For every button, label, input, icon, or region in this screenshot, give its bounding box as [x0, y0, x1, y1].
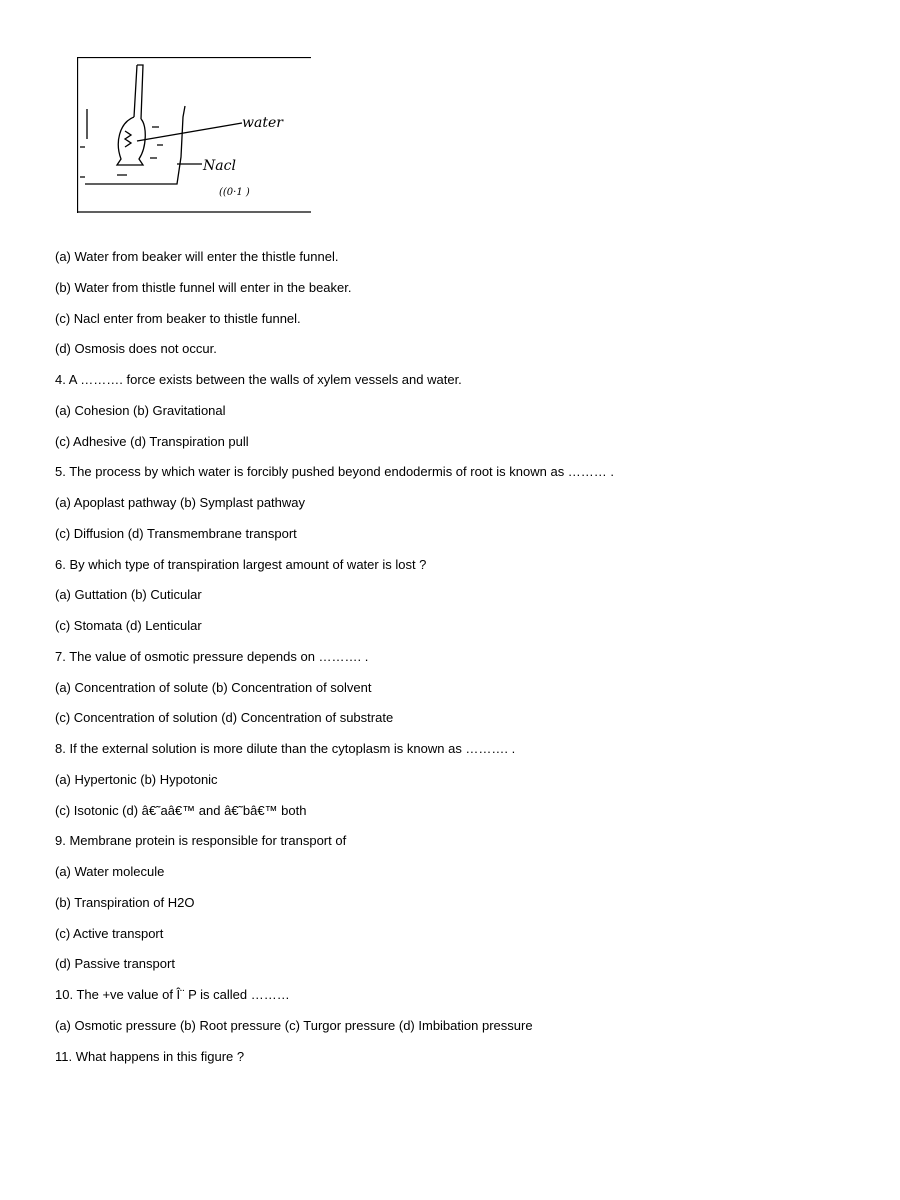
option-line: (a) Hypertonic (b) Hypotonic — [55, 771, 218, 787]
option-line: (d) Passive transport — [55, 956, 175, 972]
question-line: 9. Membrane protein is responsible for transport of — [55, 833, 347, 849]
option-line: (a) Apoplast pathway (b) Symplast pathway — [55, 495, 306, 510]
question-line: 6. By which type of transpiration largest amount of water is lost ? — [55, 556, 427, 572]
option-line: (a) Water from beaker will enter the thistle funnel. — [55, 249, 339, 264]
option-line: (a) Water molecule — [55, 864, 165, 879]
option-line: (c) Isotonic (d) â€˜aâ€™ and â€˜bâ€™ both — [55, 802, 307, 818]
question-line: 4. A ………. force exists between the walls of xylem vessels and water. — [55, 372, 462, 387]
option-line: (c) Adhesive (d) Transpiration pull — [55, 433, 249, 449]
question-line: 8. If the external solution is more dilute than the cytoplasm is known as ………. . — [55, 741, 516, 756]
option-line: (d) Osmosis does not occur. — [55, 341, 217, 357]
option-line: (c) Stomata (d) Lenticular — [55, 618, 202, 633]
thistle-funnel-sketch — [77, 57, 311, 213]
option-line: (c) Concentration of solution (d) Concentration of substrate — [55, 710, 394, 726]
question-line: 7. The value of osmotic pressure depends on ………. . — [55, 648, 369, 664]
option-line: (c) Diffusion (d) Transmembrane transport — [55, 525, 297, 541]
option-line: (c) Nacl enter from beaker to thistle funnel. — [55, 310, 301, 326]
question-line: 5. The process by which water is forcibly pushed beyond endodermis of root is known as ……… . — [55, 464, 615, 480]
question-line: 11. What happens in this figure ? — [55, 1048, 245, 1064]
option-line: (c) Active transport — [55, 925, 164, 941]
nacl-label: Nacl — [203, 158, 236, 174]
option-line: (a) Osmotic pressure (b) Root pressure (c) Turgor pressure (d) Imbibation pressure — [55, 1017, 533, 1033]
option-line: (a) Concentration of solute (b) Concentration of solvent — [55, 679, 372, 695]
option-line: (a) Guttation (b) Cuticular — [55, 587, 202, 603]
water-label: water — [242, 115, 283, 131]
osmosis-figure — [77, 57, 311, 213]
option-line: (b) Transpiration of H2O — [55, 894, 195, 910]
question-line: 10. The +ve value of Î¨ P is called ……… — [55, 987, 290, 1002]
concentration-label: ((0·1 ) — [219, 187, 250, 198]
option-line: (a) Cohesion (b) Gravitational — [55, 402, 226, 418]
option-line: (b) Water from thistle funnel will enter in the beaker. — [55, 279, 352, 295]
